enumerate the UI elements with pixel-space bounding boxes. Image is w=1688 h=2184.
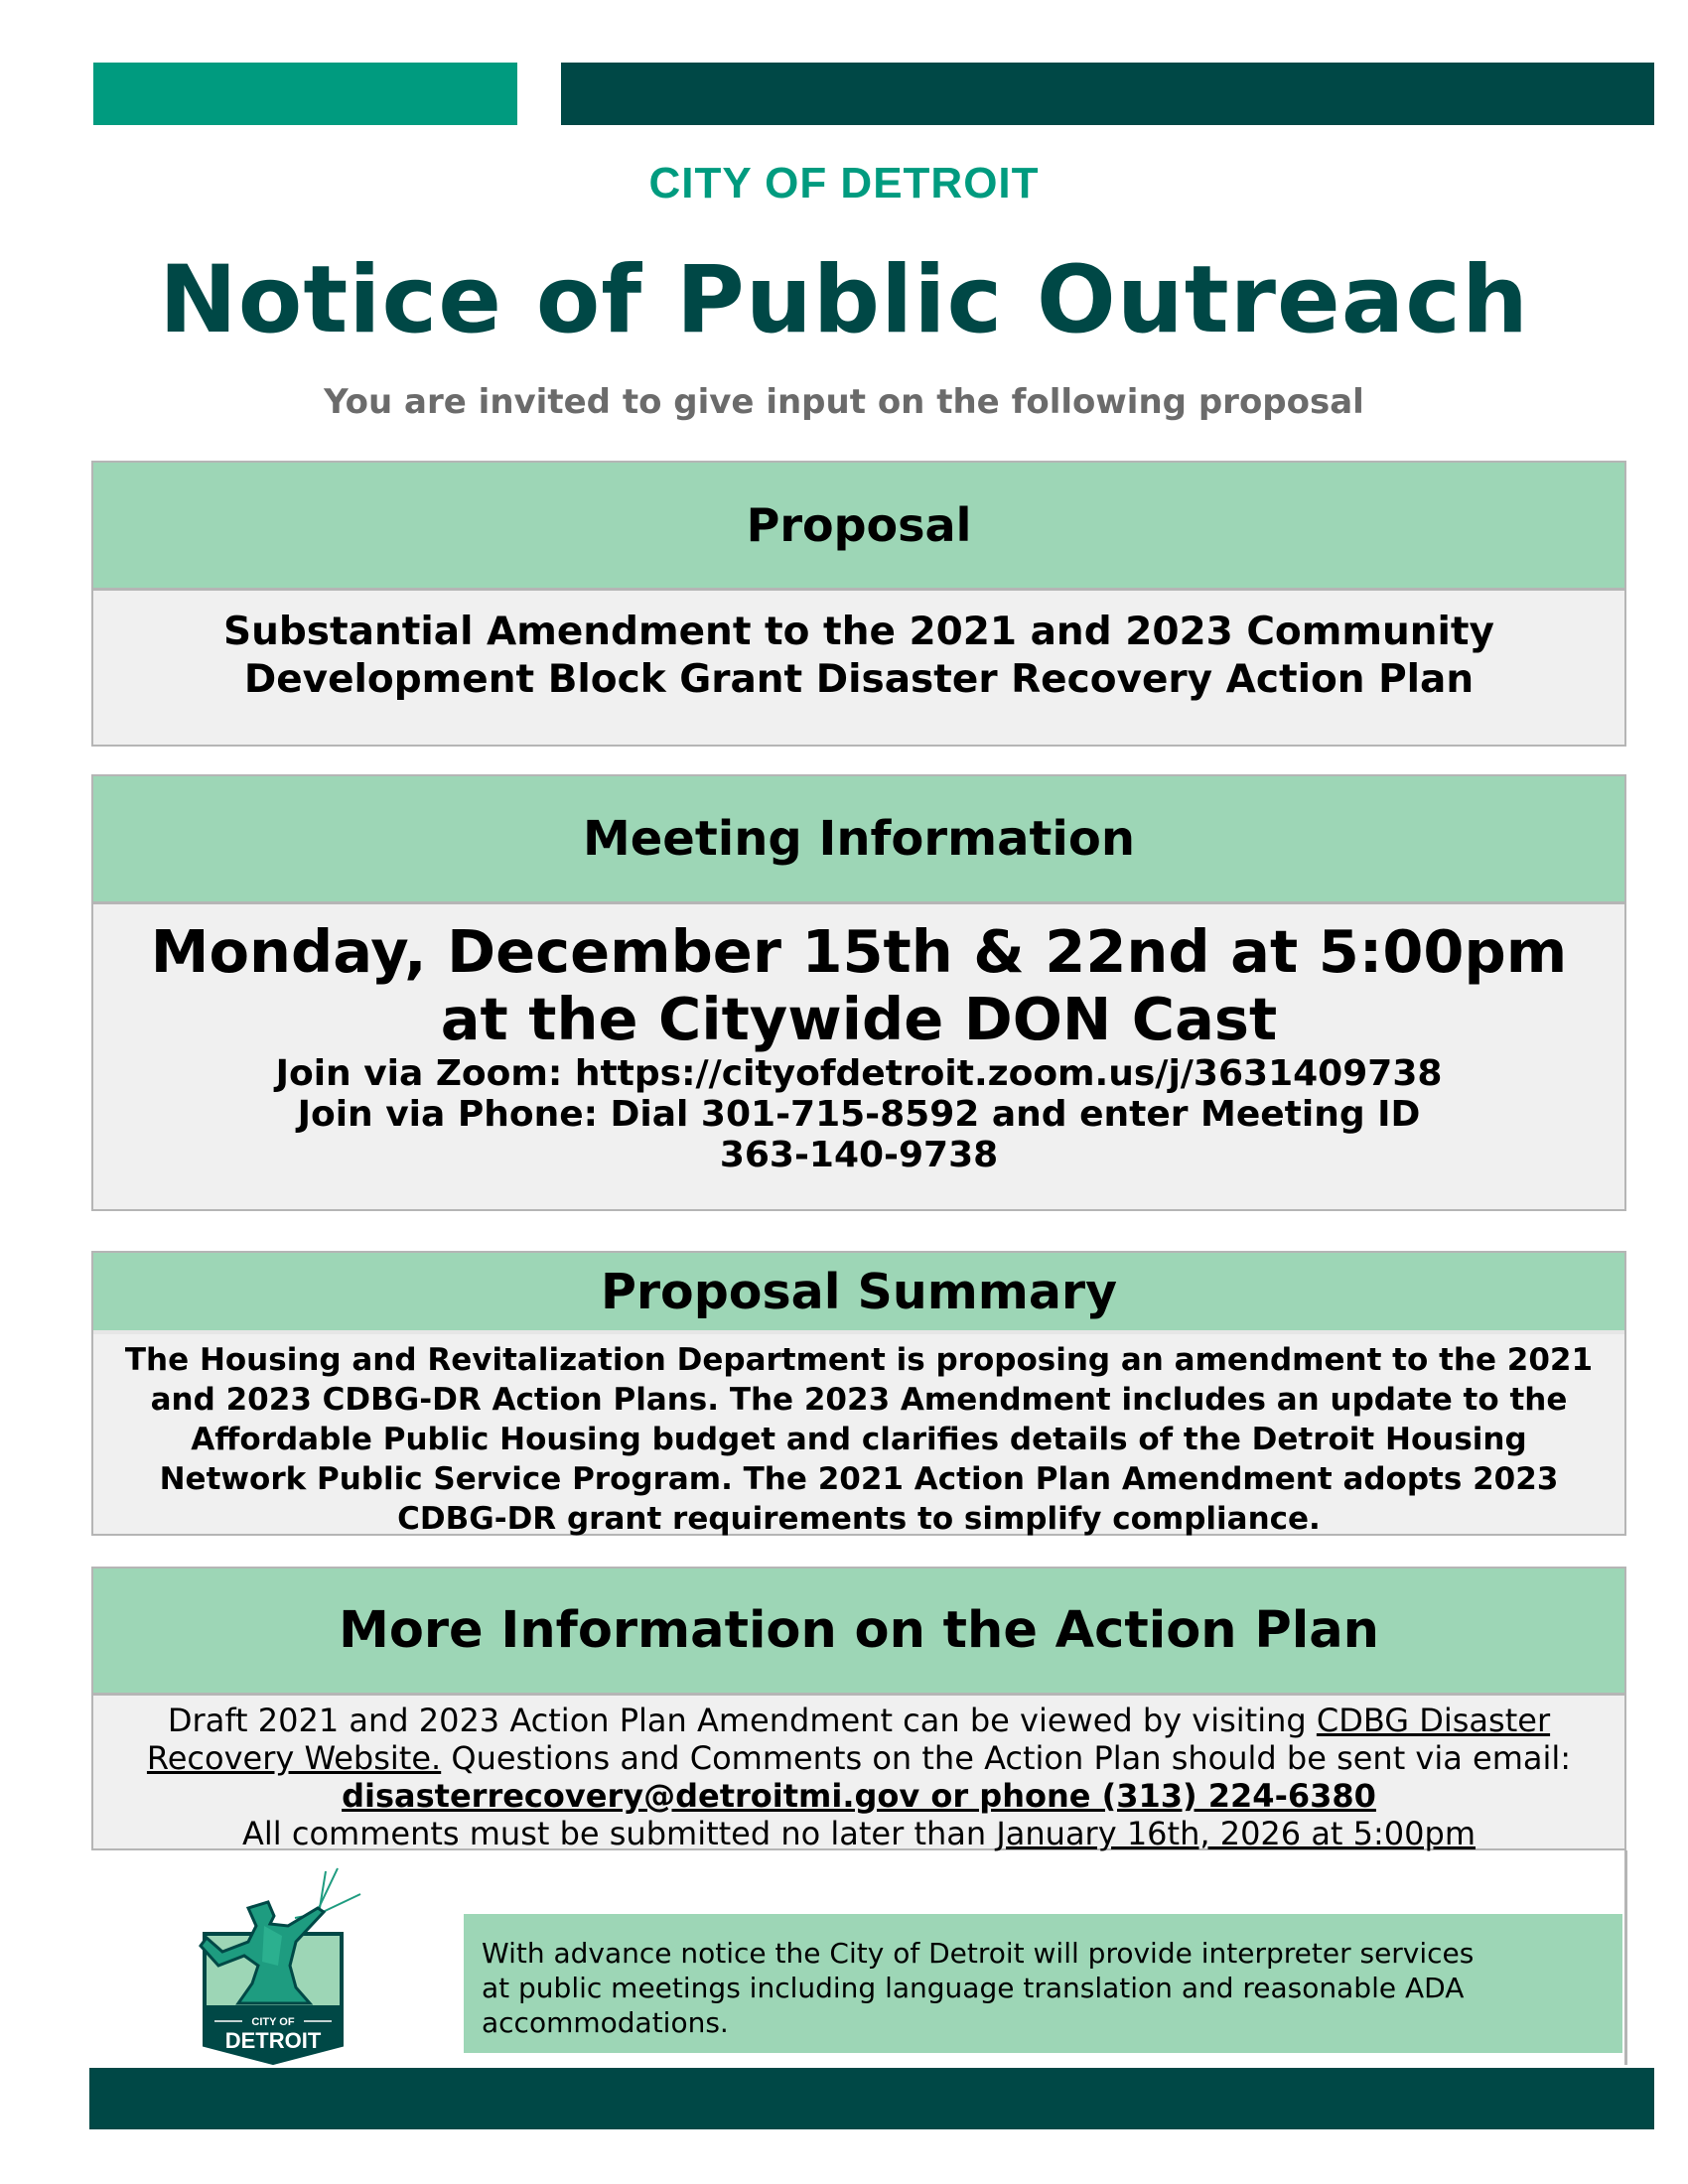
summary-line: The Housing and Revitalization Department is proposing an amendment to the 2021 xyxy=(124,1342,1594,1378)
more-info-text: Draft 2021 and 2023 Action Plan Amendment can be viewed by visiting xyxy=(167,1702,1317,1739)
proposal-body xyxy=(93,591,1624,704)
logo-line1: CITY OF xyxy=(251,2016,295,2028)
summary-section xyxy=(91,1251,1626,1536)
meeting-id: 363-140-9738 xyxy=(719,1135,999,1175)
ada-line: accommodations. xyxy=(482,2006,729,2039)
more-info-text: Questions and Comments on the Action Plan should be sent via email: xyxy=(441,1739,1572,1777)
phone-info: Join via Phone: Dial 301-715-8592 and enter Meeting ID xyxy=(297,1094,1421,1135)
page-subtitle: You are invited to give input on the following proposal xyxy=(324,382,1364,422)
top-accent-bar-teal xyxy=(93,63,517,125)
more-info-heading xyxy=(93,1569,1624,1696)
deadline-text: All comments must be submitted no later than xyxy=(242,1815,997,1852)
proposal-section xyxy=(91,461,1626,747)
meeting-section xyxy=(91,774,1626,1211)
cdbg-website-link-cont[interactable]: Recovery Website. xyxy=(146,1739,442,1777)
ada-line: With advance notice the City of Detroit will provide interpreter services xyxy=(482,1937,1475,1970)
ada-line: at public meetings including language translation and reasonable ADA xyxy=(482,1972,1465,2004)
meeting-heading: Meeting Information xyxy=(93,776,1624,904)
proposal-line: Development Block Grant Disaster Recovery Action Plan xyxy=(243,657,1475,702)
summary-body xyxy=(93,1334,1624,1539)
more-info-line-2 xyxy=(93,1739,1624,1777)
deadline-line xyxy=(93,1815,1624,1852)
summary-line: and 2023 CDBG-DR Action Plans. The 2023 Amendment includes an update to the xyxy=(150,1382,1568,1418)
meeting-join-info xyxy=(93,1053,1624,1175)
proposal-heading: Proposal xyxy=(93,463,1624,591)
deadline-date: January 16th, 2026 at 5:00pm xyxy=(996,1815,1476,1852)
more-info-heading-part1: More Information xyxy=(339,1601,837,1660)
meeting-venue-line: at the Citywide DON Cast xyxy=(440,985,1278,1053)
top-accent-bar-dark xyxy=(561,63,1654,125)
org-name: CITY OF DETROIT xyxy=(648,159,1040,207)
more-info-heading-part2: on the Action Plan xyxy=(854,1601,1379,1660)
more-info-section xyxy=(91,1567,1626,1850)
cdbg-website-link[interactable]: CDBG Disaster xyxy=(1316,1702,1551,1739)
summary-line: Network Public Service Program. The 2021 Action Plan Amendment adopts 2023 xyxy=(159,1461,1559,1497)
page-title: Notice of Public Outreach xyxy=(159,246,1529,354)
proposal-line: Substantial Amendment to the 2021 and 2023 Community xyxy=(223,610,1494,654)
meeting-date xyxy=(93,904,1624,1053)
summary-line: Affordable Public Housing budget and clarifies details of the Detroit Housing xyxy=(191,1422,1527,1457)
more-info-body xyxy=(93,1696,1624,1852)
logo-line2: DETROIT xyxy=(224,2028,322,2053)
meeting-body xyxy=(93,904,1624,1175)
zoom-link[interactable]: Join via Zoom: https://cityofdetroit.zoom.us/j/3631409738 xyxy=(275,1053,1443,1094)
more-info-line-1 xyxy=(93,1702,1624,1739)
summary-heading: Proposal Summary xyxy=(93,1253,1624,1334)
divider-rule xyxy=(1624,1850,1627,2065)
ada-notice xyxy=(464,1914,1622,2053)
bottom-accent-bar xyxy=(89,2068,1654,2129)
summary-line: CDBG-DR grant requirements to simplify compliance. xyxy=(397,1501,1321,1537)
meeting-date-line: Monday, December 15th & 22nd at 5:00pm xyxy=(150,917,1568,986)
contact-email-phone[interactable]: disasterrecovery@detroitmi.gov or phone (313) 224-6380 xyxy=(342,1777,1376,1815)
city-of-detroit-logo-icon xyxy=(179,1866,367,2065)
